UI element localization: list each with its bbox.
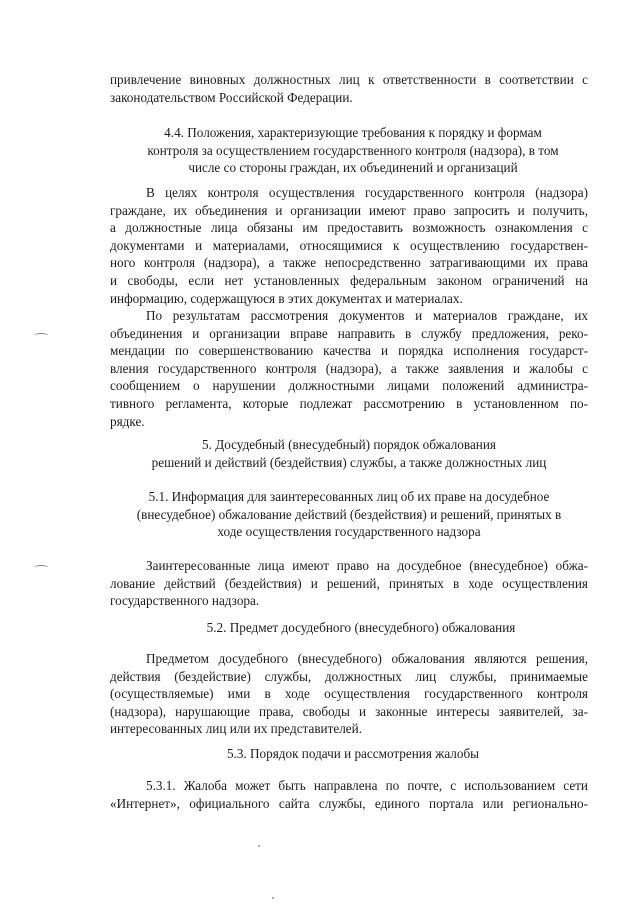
punch-hole-mark-top bbox=[34, 333, 48, 338]
heading-line: 5.1. Информация для заинтересованных лиц об их праве на досудебное bbox=[148, 489, 550, 504]
section-heading-5-2 bbox=[126, 619, 596, 637]
scan-speck bbox=[272, 897, 274, 899]
heading-line: 5.3. Порядок подачи и рассмотрения жалобы bbox=[226, 746, 480, 761]
heading-line: ходе осуществления государственного надзора bbox=[217, 524, 481, 540]
text-line: действия (бездействие) службы, должностных лиц службы, принимаемые bbox=[110, 668, 588, 684]
text-line: лование действий (бездействия) и решений, принятых в ходе осуществления bbox=[110, 575, 588, 591]
paragraph-interested-persons bbox=[110, 557, 588, 610]
heading-line: 5. Досудебный (внесудебный) порядок обжалования bbox=[202, 437, 496, 452]
heading-line: контроля за осуществлением государственного контроля (надзора), в том bbox=[147, 142, 559, 158]
text-line: По результатам рассмотрения документов и материалов граждане, их bbox=[146, 308, 588, 323]
punch-hole-mark-bottom bbox=[34, 565, 48, 570]
text-line: Предметом досудебного (внесудебного) обжалования являются решения, bbox=[146, 651, 588, 666]
paragraph-review-results bbox=[110, 307, 588, 430]
text-line: В целях контроля осуществления государственного контроля (надзора) bbox=[146, 185, 588, 200]
text-line: сообщением о нарушении должностными лицами положений администра- bbox=[110, 378, 588, 394]
text-line: ного контроля (надзора), а также непосредственно затрагивающими их права bbox=[110, 255, 588, 271]
heading-line: числе со стороны граждан, их объединений и организаций bbox=[188, 160, 518, 176]
text-line: привлечение виновных должностных лиц к ответственности в соответствии с bbox=[110, 72, 588, 87]
section-heading-5-1 bbox=[110, 488, 588, 541]
heading-line: 4.4. Положения, характеризующие требования к порядку и формам bbox=[164, 125, 542, 140]
text-line: и свободы, если нет установленных федеральным законом ограничений на bbox=[110, 272, 588, 288]
heading-line: 5.2. Предмет досудебного (внесудебного) обжалования bbox=[206, 620, 516, 635]
text-line: информацию, содержащуюся в этих документах и материалах. bbox=[110, 290, 463, 306]
text-line: «Интернет», официального сайта службы, единого портала или регионально- bbox=[110, 795, 588, 811]
text-line: (осуществляемые) ими в ходе осуществления государственного контроля bbox=[110, 686, 588, 702]
text-line: рядке. bbox=[110, 413, 145, 429]
text-line: мендации по совершенствованию качества и порядка исполнения государст- bbox=[110, 343, 588, 359]
text-line: а должностные лица обязаны им предоставить возможность ознакомления с bbox=[110, 220, 588, 236]
text-line: (надзора), нарушающие права, свободы и законные интересы заявителей, за- bbox=[110, 703, 588, 719]
scan-speck bbox=[258, 845, 260, 847]
paragraph-complaint-filing bbox=[110, 777, 588, 812]
text-line: тивного регламента, которые подлежат рассмотрению в установленном по- bbox=[110, 395, 588, 411]
heading-line: решений и действий (бездействия) службы, а также должностных лиц bbox=[151, 454, 547, 470]
text-line: объединения и организации вправе направить в службу предложения, реко- bbox=[110, 325, 588, 341]
text-line: интересованных лиц или их представителей. bbox=[110, 721, 363, 737]
text-line: государственного надзора. bbox=[110, 593, 260, 609]
text-line: Заинтересованные лица имеют право на досудебное (внесудебное) обжа- bbox=[146, 558, 588, 573]
paragraph-continuation bbox=[110, 71, 588, 106]
text-line: граждане, их объединения и организации имеют право запросить и получить, bbox=[110, 202, 588, 218]
text-line: вления государственного контроля (надзора), а также заявления и жалобы с bbox=[110, 360, 588, 376]
text-line: 5.3.1. Жалоба может быть направлена по почте, с использованием сети bbox=[146, 778, 588, 793]
section-heading-5 bbox=[110, 436, 588, 471]
section-heading-5-3 bbox=[118, 745, 588, 763]
heading-line: (внесудебное) обжалование действий (бездействия) и решений, принятых в bbox=[136, 506, 562, 522]
text-line: законодательством Российской Федерации. bbox=[110, 89, 353, 105]
text-line: документами и материалами, относящимися к осуществлению государствен- bbox=[110, 237, 588, 253]
section-heading-4-4 bbox=[118, 124, 588, 177]
paragraph-appeal-subject bbox=[110, 650, 588, 738]
paragraph-control-rights bbox=[110, 184, 588, 307]
